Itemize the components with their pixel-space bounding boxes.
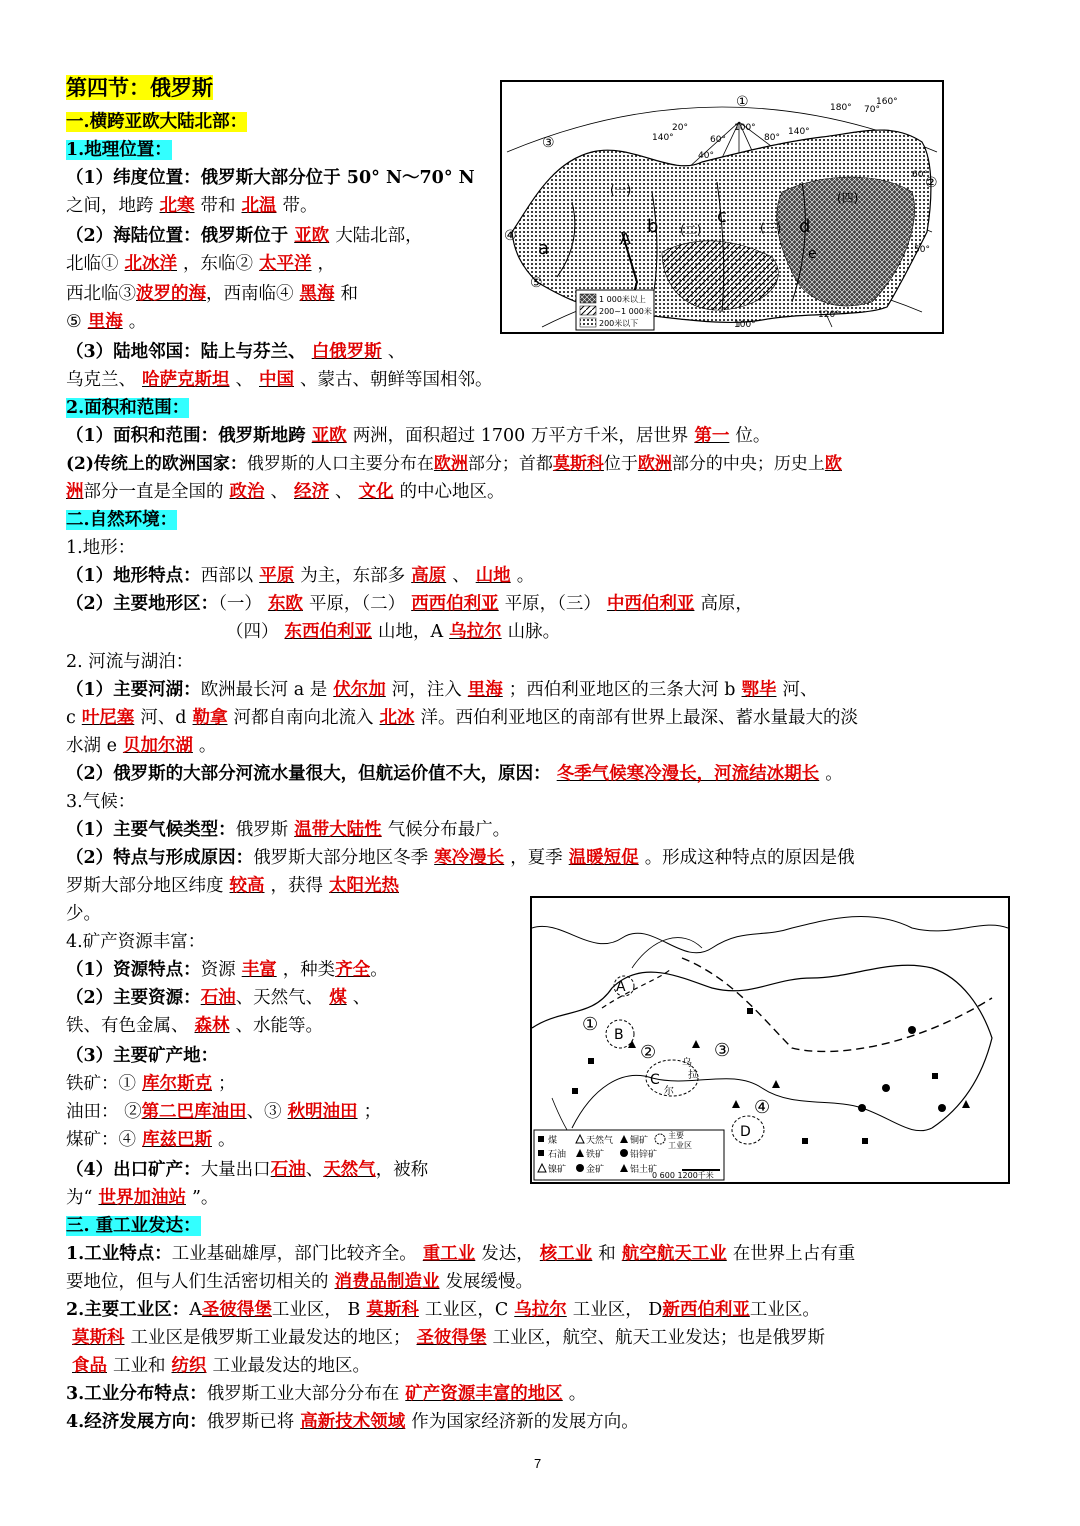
section-heading-3: 三. 重工业发达： [66, 1216, 201, 1236]
page-number: 7 [534, 1456, 542, 1471]
answer: 第一 [694, 426, 730, 446]
answer: 洲 [66, 482, 84, 502]
answer: 森林 [194, 1016, 230, 1036]
text-line: 莫斯科 工业区是俄罗斯工业最发达的地区； 圣彼得堡 工业区，航空、航天工业发达；也是俄罗斯 [66, 1324, 825, 1352]
answer: 莫斯科 [72, 1328, 125, 1348]
svg-text:20°: 20° [672, 123, 688, 133]
svg-text:a: a [538, 238, 550, 259]
answer: 航空航天工业 [621, 1244, 727, 1264]
answer: 太阳光热 [329, 876, 399, 896]
svg-text:1 000米以上: 1 000米以上 [599, 295, 646, 304]
svg-text:40°: 40° [698, 151, 714, 161]
svg-text:A: A [616, 979, 626, 995]
svg-text:(四): (四) [837, 191, 859, 205]
answer: 库尔斯克 [142, 1074, 212, 1094]
answer: 齐全 [335, 960, 371, 980]
svg-text:(二): (二) [680, 223, 702, 237]
svg-text:140°: 140° [652, 133, 674, 143]
answer: 经济 [294, 482, 329, 502]
answer: 高原 [411, 566, 447, 586]
svg-text:100°: 100° [734, 320, 756, 330]
answer: 政治 [229, 482, 265, 502]
answer: 重工业 [422, 1244, 476, 1264]
answer: 西西伯利亚 [411, 594, 499, 614]
answer: 太平洋 [259, 254, 312, 274]
subheading-minerals: 4.矿产资源丰富： [66, 932, 206, 952]
text-line: （2）俄罗斯的大部分河流水量很大，但航运价值不大，原因： 冬季气候寒冷漫长，河流结冰期长 。 [66, 764, 843, 784]
svg-text:②: ② [640, 1042, 657, 1063]
svg-text:b: b [647, 216, 659, 237]
terrain-map [500, 80, 944, 334]
text-line: 油田： ②第二巴库油田、③ 秋明油田 ； [66, 1102, 382, 1122]
text-line: （2）主要资源：石油、天然气、 煤 、 [66, 988, 371, 1008]
answer: 黑海 [299, 284, 335, 304]
answer: 波罗的海 [136, 284, 206, 304]
answer: 欧洲 [637, 454, 672, 474]
svg-text:120°: 120° [818, 310, 840, 320]
text-line: 1.工业特点：工业基础雄厚，部门比较齐全。 重工业 发达， 核工业 和 航空航天工业 在世界上占有重 [66, 1244, 856, 1264]
answer: 冬季气候寒冷漫长，河流结冰期长 [556, 764, 820, 784]
svg-text:160°: 160° [876, 97, 898, 107]
answer: 消费品制造业 [334, 1272, 440, 1292]
text-line: 铁、有色金属、 森林 、水能等。 [66, 1016, 323, 1036]
answer: 矿产资源丰富的地区 [405, 1384, 563, 1404]
text-line: （2）特点与形成原因：俄罗斯大部分地区冬季 寒冷漫长 ，夏季 温暖短促 。形成这种特点的原因是俄 [66, 848, 855, 868]
answer: 白俄罗斯 [311, 342, 382, 362]
text-line: 少。 [66, 904, 101, 924]
svg-text:200米以下: 200米以下 [599, 319, 639, 328]
answer: 高新技术领域 [300, 1412, 406, 1432]
subheading-climate: 3.气候： [66, 792, 136, 812]
answer: 叶尼塞 [81, 708, 135, 728]
answer: 伏尔加 [333, 680, 386, 700]
subheading-area: 2.面积和范围： [66, 398, 190, 418]
svg-text:0 600 1200千米: 0 600 1200千米 [652, 1171, 714, 1180]
answer: 库兹巴斯 [142, 1130, 212, 1150]
svg-text:e: e [808, 246, 817, 262]
answer: 寒冷漫长 [434, 848, 505, 868]
answer: 北冰 [379, 708, 415, 728]
answer: 世界加油站 [98, 1188, 186, 1208]
section-heading-1: 一.横跨亚欧大陆北部： [66, 112, 248, 132]
answer: 第二巴库油田 [141, 1102, 247, 1122]
svg-text:②: ② [925, 175, 938, 191]
svg-text:180°: 180° [830, 103, 852, 113]
svg-text:工业区: 工业区 [668, 1141, 692, 1150]
answer: 北寒 [159, 196, 195, 216]
svg-text:拉: 拉 [688, 1070, 698, 1081]
answer: 文化 [358, 482, 394, 502]
text-line: 铁矿：① 库尔斯克 ； [66, 1074, 236, 1094]
text-line: （3）陆地邻国：陆上与芬兰、 白俄罗斯 、 [66, 342, 406, 362]
text-line: 罗斯大部分地区纬度 较高 ，获得 太阳光热 [66, 872, 405, 900]
text-line: （1）主要气候类型：俄罗斯 温带大陆性 气候分布最广。 [66, 820, 511, 840]
answer: 乌拉尔 [449, 622, 502, 642]
text-line: ⑤ 里海 。 [66, 312, 147, 332]
answer: 石油 [200, 988, 236, 1008]
answer: 莫斯科 [552, 454, 604, 474]
answer: 东西伯利亚 [284, 622, 372, 642]
answer: 欧 [824, 454, 842, 474]
text-line: （1）地形特点：西部以 平原 为主，东部多 高原 、 山地 。 [66, 566, 535, 586]
svg-text:B: B [614, 1027, 624, 1043]
answer: 天然气 [323, 1160, 376, 1180]
subheading-rivers: 2. 河流与湖泊： [66, 652, 194, 672]
answer: 新西伯利亚 [662, 1300, 750, 1320]
svg-text:④: ④ [754, 1097, 771, 1118]
answer: 秋明油田 [287, 1102, 358, 1122]
svg-text:乌: 乌 [682, 1058, 692, 1069]
svg-text:A: A [620, 229, 631, 248]
text-line: c 叶尼塞 河、d 勒拿 河都自南向北流入 北冰 洋。西伯利亚地区的南部有世界上最深、蓄水量最大的淡 [66, 708, 859, 728]
svg-text:③: ③ [714, 1040, 731, 1061]
answer: 东欧 [267, 594, 303, 614]
text-line: （2）海陆位置：俄罗斯位于 亚欧 大陆北部， [66, 226, 423, 246]
text-line: 北临① 北冰洋 ，东临② 太平洋 ， [66, 254, 335, 274]
text-line: 之间，地跨 北寒 带和 北温 带。 [66, 196, 318, 216]
answer: 中西伯利亚 [606, 594, 695, 614]
svg-text:煤: 煤 [548, 1136, 558, 1146]
svg-text:铝土矿: 铝土矿 [630, 1165, 658, 1175]
svg-text:③: ③ [542, 135, 555, 151]
industry-map [530, 896, 1010, 1184]
svg-text:50°: 50° [914, 245, 930, 255]
svg-text:铁矿: 铁矿 [586, 1150, 605, 1160]
text-line: （1）主要河湖：欧洲最长河 a 是 伏尔加 河，注入 里海 ；西伯利亚地区的三条大河 b 鄂毕 河、 [66, 680, 818, 700]
text-line: 煤矿：④ 库兹巴斯 。 [66, 1130, 236, 1150]
svg-text:c: c [717, 206, 727, 227]
text-line: 西北临③波罗的海，西南临④ 黑海 和 [66, 284, 358, 304]
text-line: 要地位，但与人们生活密切相关的 消费品制造业 发展缓慢。 [66, 1272, 533, 1292]
answer: 莫斯科 [366, 1300, 419, 1320]
svg-text:金矿: 金矿 [586, 1165, 605, 1175]
page-title: 第四节：俄罗斯 [66, 75, 213, 100]
answer: 温暖短促 [568, 848, 639, 868]
svg-text:尔: 尔 [664, 1086, 674, 1097]
svg-text:100°: 100° [734, 123, 756, 133]
text-line: （1）资源特点：资源 丰富 ，种类齐全。 [66, 960, 388, 980]
section-heading-2: 二.自然环境： [66, 510, 178, 530]
answer: 石油 [270, 1160, 306, 1180]
svg-text:①: ① [736, 94, 749, 110]
answer: 乌拉尔 [514, 1300, 567, 1320]
svg-text:140°: 140° [788, 127, 810, 137]
svg-text:(三): (三) [760, 221, 782, 235]
answer: 哈萨克斯坦 [142, 370, 230, 390]
svg-text:C: C [650, 1072, 660, 1088]
svg-text:200~1 000米: 200~1 000米 [599, 307, 652, 316]
answer: 丰富 [241, 960, 277, 980]
answer: 亚欧 [311, 426, 347, 446]
svg-text:铅锌矿: 铅锌矿 [630, 1150, 658, 1160]
answer: 贝加尔湖 [122, 736, 193, 756]
answer: 亚欧 [294, 226, 330, 246]
answer: 里海 [467, 680, 503, 700]
text-line: (2)传统上的欧洲国家：俄罗斯的人口主要分布在欧洲部分；首都莫斯科位于欧洲部分的中央；历史上欧 [66, 454, 842, 474]
answer: 北温 [241, 196, 277, 216]
svg-text:60°: 60° [710, 135, 726, 145]
subheading-location: 1.地理位置： [66, 140, 172, 160]
answer: 圣彼得堡 [416, 1328, 487, 1348]
text-line: 水湖 e 贝加尔湖 。 [66, 736, 217, 756]
answer: 鄂毕 [741, 680, 777, 700]
text-line: （2）主要地形区：（一） 东欧 平原，（二） 西西伯利亚 平原，（三） 中西伯利亚 高原， [66, 594, 753, 614]
svg-text:石油: 石油 [548, 1150, 567, 1160]
text-line: 3.工业分布特点：俄罗斯工业大部分分布在 矿产资源丰富的地区 。 [66, 1384, 587, 1404]
text-line: 食品 工业和 纺织 工业最发达的地区。 [66, 1352, 370, 1380]
answer: 食品 [72, 1356, 107, 1376]
answer: 平原 [259, 566, 295, 586]
answer: 中国 [259, 370, 294, 390]
svg-text:①: ① [582, 1014, 599, 1035]
answer: 温带大陆性 [294, 820, 382, 840]
svg-text:铜矿: 铜矿 [630, 1136, 649, 1146]
text-line: （四） 东西伯利亚 山地，A 乌拉尔 山脉。 [226, 622, 561, 642]
subheading-terrain: 1.地形： [66, 538, 136, 558]
svg-text:70°: 70° [864, 105, 880, 115]
text-line: （1）纬度位置：俄罗斯大部分位于 50° N～70° N [66, 168, 475, 188]
answer: 煤 [329, 988, 347, 1008]
answer: 欧洲 [433, 454, 468, 474]
svg-text:80°: 80° [764, 133, 780, 143]
text-line: （3）主要矿产地： [66, 1046, 219, 1066]
text-line: 2.主要工业区：A圣彼得堡工业区， B 莫斯科 工业区，C 乌拉尔 工业区， D新西伯利亚工业区。 [66, 1300, 820, 1320]
svg-text:④: ④ [504, 228, 517, 244]
text-line: 乌克兰、 哈萨克斯坦 、 中国 、蒙古、朝鲜等国相邻。 [66, 370, 493, 390]
svg-text:镍矿: 镍矿 [548, 1165, 567, 1175]
answer: 核工业 [539, 1244, 593, 1264]
svg-text:天然气: 天然气 [586, 1136, 614, 1146]
svg-text:(一): (一) [610, 183, 632, 197]
answer: 山地 [475, 566, 511, 586]
text-line: （4）出口矿产：大量出口石油、天然气，被称 [66, 1160, 429, 1180]
answer: 里海 [87, 312, 123, 332]
answer: 勒拿 [192, 708, 228, 728]
text-line: 4.经济发展方向：俄罗斯已将 高新技术领域 作为国家经济新的发展方向。 [66, 1412, 639, 1432]
svg-text:D: D [740, 1124, 751, 1140]
answer: 较高 [229, 876, 265, 896]
svg-text:60°: 60° [912, 170, 928, 180]
answer: 北冰洋 [124, 254, 177, 274]
text-line: 为“ 世界加油站 ”。 [66, 1188, 219, 1208]
text-line: （1）面积和范围：俄罗斯地跨 亚欧 两洲，面积超过 1700 万平方千米，居世界 第一 位。 [66, 426, 771, 446]
answer: 圣彼得堡 [201, 1300, 272, 1320]
svg-text:主要: 主要 [668, 1131, 684, 1140]
svg-text:⑤: ⑤ [530, 275, 543, 291]
text-line: 洲部分一直是全国的 政治 、 经济 、 文化 的中心地区。 [66, 482, 505, 502]
svg-text:d: d [799, 216, 811, 237]
answer: 纺织 [171, 1356, 207, 1376]
